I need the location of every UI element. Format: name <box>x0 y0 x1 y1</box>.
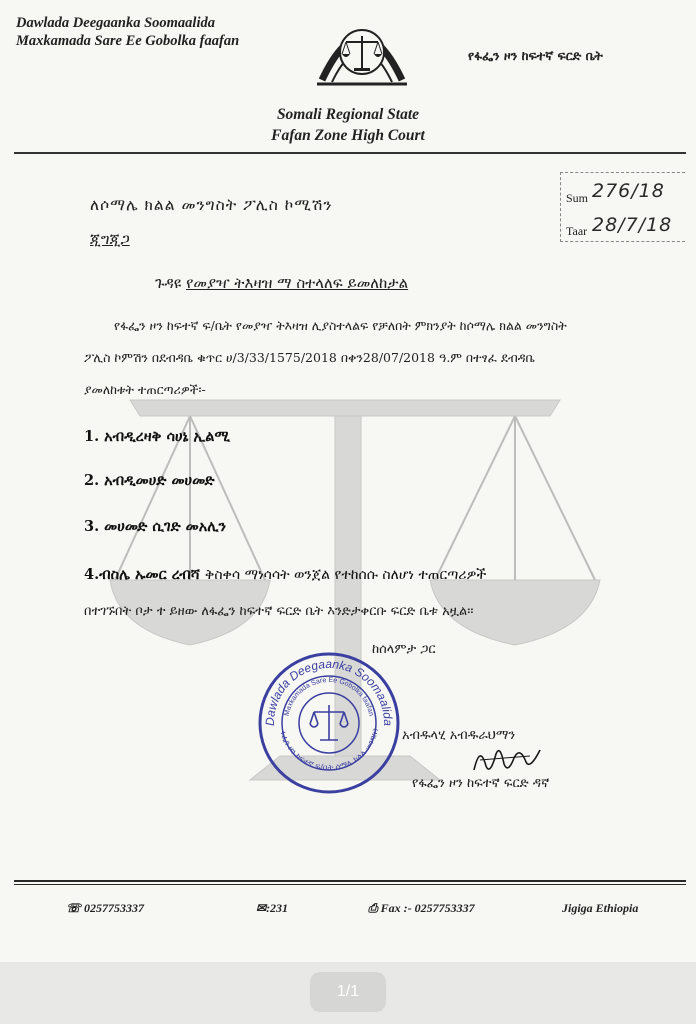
signer-title: የፋፌን ዞን ከፍተኛ ፍርድ ዳኛ <box>412 776 550 791</box>
footer-pobox-value: :231 <box>266 901 289 915</box>
subject-prefix: ጉዳዩ <box>155 274 182 292</box>
footer-divider <box>14 880 686 882</box>
official-stamp-icon <box>256 650 402 796</box>
page-indicator[interactable]: 1/1 <box>310 972 386 1012</box>
footer-fax <box>368 901 475 916</box>
footer-location: Jigiga Ethiopia <box>562 901 639 915</box>
suspect-item-1: 1. አብዲረዛቅ ሳሀኔ ኢልሚ <box>84 428 230 445</box>
header-somali-line2: Maxkamada Sare Ee Gobolka faafan <box>16 33 240 49</box>
stamp-outer-text: Dawlada Deegaanka Soomaalida <box>262 656 396 727</box>
suspect-item-4-rest: ቅስቀሳ ማነሳሳት ወንጀል የተከሰሱ ስለሆነ ተጠርጣሪዎች <box>204 567 487 583</box>
letter-recipient: ለሶማሌ ክልል መንግስት ፖሊስ ኮሚሽን <box>90 196 333 214</box>
court-title-line2: Fafan Zone High Court <box>271 127 425 144</box>
footer-phone <box>66 901 144 916</box>
header-divider <box>14 152 686 154</box>
suspect-item-3: 3. መሀመድ ሲገድ መአሊን <box>84 518 227 535</box>
letter-recipient-city: ጂግጂጋ <box>90 230 130 248</box>
header-amharic-text: የፋፌን ዞን ከፍተኛ ፍርድ ቤት <box>468 48 603 63</box>
footer-pobox <box>256 901 288 916</box>
signer-name: አብዱላሂ አብዱራህማን <box>402 728 516 743</box>
reference-taar-value: 28/7/18 <box>592 214 673 236</box>
subject-text: የመያዣ ትእዛዝ ማ ስተላለፍ ይመለከታል <box>186 274 409 292</box>
footer-fax-value: Fax :- 0257753337 <box>380 901 475 915</box>
suspect-item-2: 2. አብዲመሀድ መሀመድ <box>84 472 215 489</box>
reference-taar-label: Taar <box>566 224 588 238</box>
reference-sum-value: 276/18 <box>592 180 665 202</box>
phone-icon: ☏ <box>66 901 85 915</box>
paragraph-line-2: ፖሊስ ኮምሽን በደብዳቤ ቁጥር ሀ/3/33/1575/2018 በቀን28/07/2018 ዓ.ም በተፃፈ ደብዳቤ <box>84 350 536 365</box>
court-title <box>0 104 696 146</box>
stamp-amharic-text: ፋፌን ዞን ከፍተኛ ፍ/ቤት ሶማሌ ክልል መንግስት <box>278 725 381 773</box>
order-text-line: በተገኙበት ቦታ ተ ይዘው ለፋፌን ከፍተኛ ፍርድ ቤት እንድታቀርቡ ፍርድ ቤቱ አዟል፡፡ <box>84 604 474 619</box>
paragraph-line-3: ያመለከቱት ተጠርጣሪዎች፡- <box>84 382 206 397</box>
stamp-inner-text: Maxkamada Sare Ee Gobolka faafan <box>283 676 375 717</box>
footer-divider-thin <box>14 884 686 885</box>
mailbox-icon: ✉ <box>256 901 267 915</box>
court-emblem-icon <box>312 10 412 90</box>
court-title-line1: Somali Regional State <box>276 106 420 123</box>
header-somali-line1: Dawlada Deegaanka Soomaalida <box>16 15 215 31</box>
fax-icon: ⎙ <box>368 901 381 915</box>
footer-phone-value: 0257753337 <box>84 901 145 915</box>
paragraph-line-1: የፋፌን ዞን ከፍተኛ ፍ/ቤት የመያዣ ትእዛዝ ሊያስተላልፍ የቻለበት ምክንያት ከሶማሌ ክልል መንግስት <box>114 318 567 333</box>
signature-icon <box>470 740 550 780</box>
header-somali-text <box>16 14 239 50</box>
closing-regards: ከሰላምታ ጋር <box>372 642 436 657</box>
letter-subject <box>155 274 408 292</box>
suspect-item-4 <box>84 566 486 583</box>
suspect-item-4-name: 4.ብስሌ ኡመር ረብሻ <box>84 566 200 583</box>
reference-sum-label: Sum <box>566 191 589 205</box>
